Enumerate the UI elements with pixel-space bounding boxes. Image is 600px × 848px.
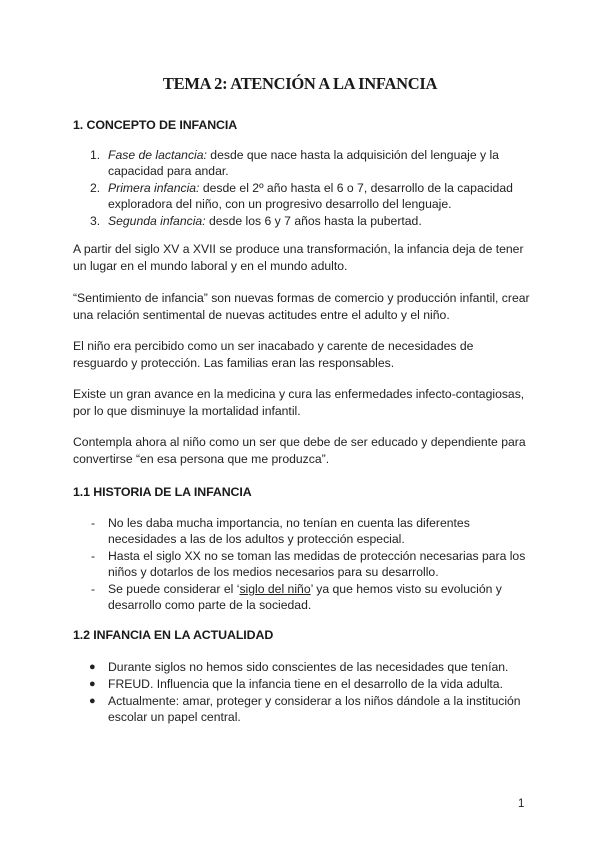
list-number: 2.: [90, 181, 101, 195]
phase-term: Segunda infancia:: [108, 214, 206, 228]
item-text: Durante siglos no hemos sido conscientes de las necesidades que tenían.: [108, 660, 509, 674]
paragraph-line: Existe un gran avance en la medicina y cura las enfermedades infecto-contagiosas,: [73, 387, 525, 401]
paragraph: [73, 434, 533, 468]
list-item: [73, 581, 533, 613]
paragraph-line: por lo que disminuye la mortalidad infantil.: [73, 404, 301, 418]
phase-text: desde los 6 y 7 años hasta la pubertad.: [205, 214, 422, 228]
dash-marker: -: [91, 549, 96, 563]
paragraph: [73, 386, 533, 420]
phases-list: [73, 147, 533, 230]
list-item: [73, 659, 533, 675]
paragraph-line: convertirse “en esa persona que me produzca”.: [73, 452, 330, 466]
item-text: Hasta el siglo XX no se toman las medidas de protección necesarias para los: [108, 549, 526, 563]
paragraph-line: El niño era percibido como un ser inacabado y carente de necesidades de: [73, 339, 474, 353]
paragraph-line: Contempla ahora al niño como un ser que debe de ser educado y dependiente para: [73, 435, 526, 449]
bullet-marker: ●: [89, 678, 96, 690]
current-list: [73, 659, 533, 726]
list-item: [73, 515, 533, 547]
phase-text: desde que nace hasta la adquisición del lenguaje y la: [206, 148, 499, 162]
paragraph-line: un lugar en el mundo laboral y en el mundo adulto.: [73, 259, 348, 273]
paragraph: [73, 338, 533, 372]
paragraph-line: “Sentimiento de infancia” son nuevas formas de comercio y producción infantil, crear: [73, 291, 530, 305]
section-heading-concepto: 1. CONCEPTO DE INFANCIA: [73, 118, 238, 132]
item-text: FREUD. Influencia que la infancia tiene en el desarrollo de la vida adulta.: [108, 677, 503, 691]
list-number: 1.: [90, 148, 101, 162]
list-item: [73, 693, 533, 725]
item-text: ’ ya que hemos visto su evolución y: [310, 582, 502, 596]
list-item: [73, 676, 533, 692]
phase-text-cont: capacidad para andar.: [108, 164, 229, 178]
section-heading-historia: 1.1 HISTORIA DE LA INFANCIA: [73, 485, 252, 499]
list-item: [73, 548, 533, 580]
phase-text: desde el 2º año hasta el 6 o 7, desarrollo de la capacidad: [199, 181, 513, 195]
dash-marker: -: [91, 582, 96, 596]
list-item: [73, 213, 533, 229]
paragraph-line: resguardo y protección. Las familias eran las responsables.: [73, 356, 395, 370]
paragraph: [73, 290, 533, 324]
paragraph: [73, 241, 533, 275]
item-text: Actualmente: amar, proteger y considerar a los niños dándole a la institución: [108, 694, 521, 708]
item-text-cont: escolar un papel central.: [108, 710, 241, 724]
bullet-marker: ●: [89, 695, 96, 707]
list-item: [73, 180, 533, 212]
item-text: Se puede considerar el ‘: [108, 582, 240, 596]
item-text-cont: desarrollo como parte de la sociedad.: [108, 598, 312, 612]
underlined-term: siglo del niño: [239, 582, 311, 596]
document-title: TEMA 2: ATENCIÓN A LA INFANCIA: [162, 74, 438, 93]
dash-marker: -: [91, 516, 96, 530]
history-list: [73, 515, 533, 614]
paragraph-line: una relación sentimental de nuevas actitudes entre el adulto y el niño.: [73, 308, 450, 322]
item-text: No les daba mucha importancia, no tenían en cuenta las diferentes: [108, 516, 470, 530]
phase-text-cont: exploradora del niño, con un progresivo desarrollo del lenguaje.: [108, 197, 452, 211]
list-number: 3.: [90, 214, 101, 228]
list-item: [73, 147, 533, 179]
item-text-cont: niños y dotarlos de los medios necesarios para su desarrollo.: [108, 565, 439, 579]
paragraph-line: A partir del siglo XV a XVII se produce una transformación, la infancia deja de tener: [73, 242, 524, 256]
phase-term: Fase de lactancia:: [108, 148, 207, 162]
section-heading-actualidad: 1.2 INFANCIA EN LA ACTUALIDAD: [73, 628, 274, 642]
phase-term: Primera infancia:: [108, 181, 200, 195]
item-text-cont: necesidades a las de los adultos y protección especial.: [108, 532, 405, 546]
page-number: 1: [518, 798, 525, 810]
bullet-marker: ●: [89, 661, 96, 673]
